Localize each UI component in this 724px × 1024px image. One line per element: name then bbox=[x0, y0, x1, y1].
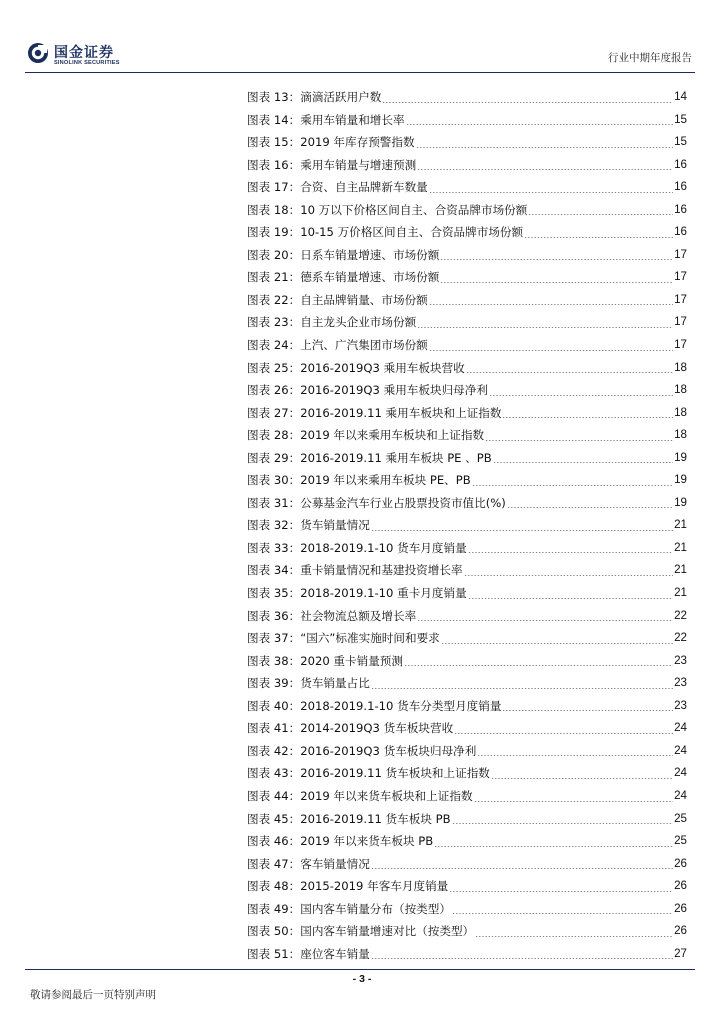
toc-entry-page: 19 bbox=[674, 473, 687, 487]
toc-entry-page: 17 bbox=[674, 338, 687, 352]
toc-entry-page: 16 bbox=[674, 180, 687, 194]
table-of-figures bbox=[247, 86, 687, 965]
toc-entry-title: 图表 43：2016-2019.11 货车板块和上证指数 bbox=[247, 766, 490, 781]
toc-entry-title: 图表 22：自主品牌销量、市场份额 bbox=[247, 292, 428, 307]
toc-entry[interactable] bbox=[247, 131, 687, 154]
toc-entry[interactable] bbox=[247, 379, 687, 402]
toc-entry-page: 18 bbox=[674, 383, 687, 397]
toc-entry-page: 24 bbox=[674, 743, 687, 757]
toc-entry-title: 图表 33：2018-2019.1-10 货车月度销量 bbox=[247, 540, 467, 555]
toc-entry[interactable] bbox=[247, 289, 687, 312]
logo-english-name: SINOLINK SECURITIES bbox=[54, 60, 120, 66]
toc-entry-title: 图表 34：重卡销量情况和基建投资增长率 bbox=[247, 563, 463, 578]
toc-entry-page: 18 bbox=[674, 405, 687, 419]
toc-entry-page: 26 bbox=[674, 924, 687, 938]
toc-dot-leader bbox=[417, 605, 673, 628]
header-divider bbox=[25, 72, 695, 73]
toc-dot-leader bbox=[440, 266, 673, 289]
toc-entry-page: 21 bbox=[674, 518, 687, 532]
toc-entry-title: 图表 35：2018-2019.1-10 重卡月度销量 bbox=[247, 586, 467, 601]
toc-entry[interactable] bbox=[247, 86, 687, 109]
toc-entry-title: 图表 24：上汽、广汽集团市场份额 bbox=[247, 338, 428, 353]
toc-dot-leader bbox=[382, 86, 673, 109]
toc-entry-title: 图表 49：国内客车销量分布（按类型） bbox=[247, 901, 451, 916]
toc-entry-title: 图表 17：合资、自主品牌新车数量 bbox=[247, 180, 428, 195]
toc-entry[interactable] bbox=[247, 334, 687, 357]
toc-entry[interactable] bbox=[247, 244, 687, 267]
toc-entry-title: 图表 13：滴滴活跃用户数 bbox=[247, 90, 382, 104]
toc-dot-leader bbox=[502, 402, 673, 425]
toc-entry[interactable] bbox=[247, 559, 687, 582]
toc-entry-page: 15 bbox=[674, 112, 687, 126]
toc-entry[interactable] bbox=[247, 695, 687, 718]
toc-entry-page: 17 bbox=[674, 270, 687, 284]
toc-entry-page: 19 bbox=[674, 450, 687, 464]
toc-dot-leader bbox=[429, 176, 673, 199]
toc-dot-leader bbox=[474, 785, 674, 808]
toc-entry-title: 图表 19：10-15 万价格区间自主、合资品牌市场份额 bbox=[247, 225, 524, 240]
toc-dot-leader bbox=[485, 424, 673, 447]
toc-entry-title: 图表 21：德系车销量增速、市场份额 bbox=[247, 270, 440, 285]
toc-entry-page: 23 bbox=[674, 653, 687, 667]
toc-entry[interactable] bbox=[247, 875, 687, 898]
toc-entry-title: 图表 14：乘用车销量和增长率 bbox=[247, 112, 405, 127]
toc-dot-leader bbox=[468, 537, 673, 560]
toc-entry-title: 图表 45：2016-2019.11 货车板块 PB bbox=[247, 811, 451, 826]
toc-dot-leader bbox=[429, 289, 673, 312]
toc-dot-leader bbox=[468, 582, 673, 605]
report-type-label: 行业中期年度报告 bbox=[608, 52, 692, 64]
toc-entry-page: 21 bbox=[674, 540, 687, 554]
toc-entry[interactable] bbox=[247, 853, 687, 876]
toc-entry[interactable] bbox=[247, 943, 687, 966]
toc-entry[interactable] bbox=[247, 357, 687, 380]
toc-entry-page: 26 bbox=[674, 879, 687, 893]
toc-entry-page: 25 bbox=[674, 834, 687, 848]
toc-dot-leader bbox=[454, 717, 673, 740]
toc-entry-title: 图表 15：2019 年库存预警指数 bbox=[247, 135, 415, 150]
toc-dot-leader bbox=[491, 762, 673, 785]
toc-entry-page: 25 bbox=[674, 811, 687, 825]
toc-entry-page: 23 bbox=[674, 698, 687, 712]
toc-entry-title: 图表 23：自主龙头企业市场份额 bbox=[247, 315, 417, 330]
toc-entry-title: 图表 27：2016-2019.11 乘用车板块和上证指数 bbox=[247, 405, 502, 420]
toc-entry-page: 21 bbox=[674, 586, 687, 600]
toc-entry-title: 图表 32：货车销量情况 bbox=[247, 518, 370, 533]
toc-entry-page: 17 bbox=[674, 247, 687, 261]
toc-entry-title: 图表 47：客车销量情况 bbox=[247, 856, 370, 871]
toc-entry-title: 图表 20：日系车销量增速、市场份额 bbox=[247, 247, 440, 262]
toc-entry[interactable] bbox=[247, 830, 687, 853]
toc-entry[interactable] bbox=[247, 424, 687, 447]
toc-entry-title: 图表 50：国内客车销量增速对比（按类型） bbox=[247, 924, 475, 939]
toc-entry-page: 19 bbox=[674, 495, 687, 509]
toc-entry-page: 24 bbox=[674, 788, 687, 802]
toc-entry-title: 图表 30：2019 年以来乘用车板块 PE、PB bbox=[247, 473, 471, 488]
toc-entry[interactable] bbox=[247, 492, 687, 515]
toc-entry[interactable] bbox=[247, 672, 687, 695]
toc-entry-title: 图表 40：2018-2019.1-10 货车分类型月度销量 bbox=[247, 698, 502, 713]
toc-dot-leader bbox=[472, 469, 673, 492]
toc-dot-leader bbox=[502, 695, 673, 718]
toc-entry-page: 15 bbox=[674, 135, 687, 149]
toc-entry[interactable] bbox=[247, 717, 687, 740]
toc-entry[interactable] bbox=[247, 537, 687, 560]
toc-entry-title: 图表 39：货车销量占比 bbox=[247, 676, 370, 691]
toc-entry-page: 23 bbox=[674, 676, 687, 690]
toc-entry-page: 21 bbox=[674, 563, 687, 577]
toc-entry-page: 14 bbox=[674, 90, 687, 103]
toc-entry-page: 26 bbox=[674, 856, 687, 870]
toc-dot-leader bbox=[477, 740, 673, 763]
page-header bbox=[25, 36, 695, 66]
toc-entry-title: 图表 42：2016-2019Q3 货车板块归母净利 bbox=[247, 743, 477, 758]
toc-entry-page: 16 bbox=[674, 202, 687, 216]
toc-entry[interactable] bbox=[247, 199, 687, 222]
toc-dot-leader bbox=[449, 875, 673, 898]
toc-entry-page: 22 bbox=[674, 631, 687, 645]
toc-dot-leader bbox=[524, 221, 673, 244]
footer-divider bbox=[25, 969, 695, 970]
toc-entry[interactable] bbox=[247, 808, 687, 831]
toc-entry[interactable] bbox=[247, 221, 687, 244]
toc-dot-leader bbox=[507, 492, 673, 515]
company-logo bbox=[27, 40, 167, 68]
toc-entry-title: 图表 44：2019 年以来货车板块和上证指数 bbox=[247, 788, 473, 803]
toc-dot-leader bbox=[417, 154, 673, 177]
toc-entry[interactable] bbox=[247, 898, 687, 921]
toc-entry[interactable] bbox=[247, 582, 687, 605]
logo-mark-icon bbox=[27, 42, 49, 64]
toc-dot-leader bbox=[464, 559, 674, 582]
toc-dot-leader bbox=[406, 109, 674, 132]
toc-entry[interactable] bbox=[247, 469, 687, 492]
toc-dot-leader bbox=[466, 357, 673, 380]
toc-entry[interactable] bbox=[247, 176, 687, 199]
toc-entry[interactable] bbox=[247, 740, 687, 763]
toc-entry[interactable] bbox=[247, 266, 687, 289]
toc-dot-leader bbox=[417, 311, 673, 334]
toc-entry-title: 图表 41：2014-2019Q3 货车板块营收 bbox=[247, 721, 454, 736]
toc-dot-leader bbox=[452, 808, 674, 831]
toc-dot-leader bbox=[429, 334, 673, 357]
toc-entry-page: 22 bbox=[674, 608, 687, 622]
disclaimer-note: 敬请参阅最后一页特别声明 bbox=[30, 989, 156, 1001]
toc-entry-page: 16 bbox=[674, 225, 687, 239]
toc-entry-page: 24 bbox=[674, 721, 687, 735]
toc-entry-page: 27 bbox=[674, 946, 687, 960]
toc-dot-leader bbox=[528, 199, 673, 222]
toc-entry-page: 24 bbox=[674, 766, 687, 780]
toc-entry-page: 18 bbox=[674, 360, 687, 374]
toc-entry-title: 图表 51：座位客车销量 bbox=[247, 946, 370, 961]
toc-entry[interactable] bbox=[247, 650, 687, 673]
toc-entry[interactable] bbox=[247, 762, 687, 785]
toc-entry-title: 图表 29：2016-2019.11 乘用车板块 PE 、PB bbox=[247, 450, 492, 465]
page-number: - 3 - bbox=[352, 973, 372, 985]
logo-chinese-name: 国金证券 bbox=[54, 45, 114, 61]
toc-entry-title: 图表 31：公募基金汽车行业占股票投资市值比(%) bbox=[247, 495, 506, 510]
toc-dot-leader bbox=[371, 514, 673, 537]
toc-entry-title: 图表 37：“国六”标准实施时间和要求 bbox=[247, 631, 440, 646]
toc-entry-page: 26 bbox=[674, 901, 687, 915]
toc-entry[interactable] bbox=[247, 627, 687, 650]
toc-entry-title: 图表 25：2016-2019Q3 乘用车板块营收 bbox=[247, 360, 465, 375]
toc-dot-leader bbox=[489, 379, 673, 402]
toc-entry-title: 图表 28：2019 年以来乘用车板块和上证指数 bbox=[247, 428, 485, 443]
toc-entry[interactable] bbox=[247, 920, 687, 943]
toc-entry-title: 图表 26：2016-2019Q3 乘用车板块归母净利 bbox=[247, 383, 488, 398]
toc-dot-leader bbox=[416, 131, 674, 154]
toc-entry[interactable] bbox=[247, 154, 687, 177]
toc-dot-leader bbox=[493, 447, 673, 470]
toc-entry[interactable] bbox=[247, 785, 687, 808]
toc-dot-leader bbox=[371, 672, 673, 695]
toc-dot-leader bbox=[371, 853, 673, 876]
toc-entry-title: 图表 18：10 万以下价格区间自主、合资品牌市场份额 bbox=[247, 202, 528, 217]
toc-entry-page: 17 bbox=[674, 315, 687, 329]
toc-entry-title: 图表 16：乘用车销量与增速预测 bbox=[247, 157, 417, 172]
toc-entry[interactable] bbox=[247, 514, 687, 537]
toc-entry[interactable] bbox=[247, 311, 687, 334]
toc-entry-title: 图表 36：社会物流总额及增长率 bbox=[247, 608, 417, 623]
toc-entry-page: 16 bbox=[674, 157, 687, 171]
toc-dot-leader bbox=[441, 627, 673, 650]
toc-entry[interactable] bbox=[247, 109, 687, 132]
toc-dot-leader bbox=[371, 943, 673, 966]
toc-entry-title: 图表 38：2020 重卡销量预测 bbox=[247, 653, 403, 668]
toc-dot-leader bbox=[434, 830, 673, 853]
toc-entry-title: 图表 48：2015-2019 年客车月度销量 bbox=[247, 879, 449, 894]
toc-entry-page: 17 bbox=[674, 292, 687, 306]
toc-entry-page: 18 bbox=[674, 428, 687, 442]
toc-entry-title: 图表 46：2019 年以来货车板块 PB bbox=[247, 834, 434, 849]
toc-entry[interactable] bbox=[247, 605, 687, 628]
toc-entry[interactable] bbox=[247, 402, 687, 425]
toc-entry[interactable] bbox=[247, 447, 687, 470]
toc-dot-leader bbox=[475, 920, 673, 943]
toc-dot-leader bbox=[452, 898, 673, 921]
toc-dot-leader bbox=[440, 244, 673, 267]
toc-dot-leader bbox=[404, 650, 673, 673]
